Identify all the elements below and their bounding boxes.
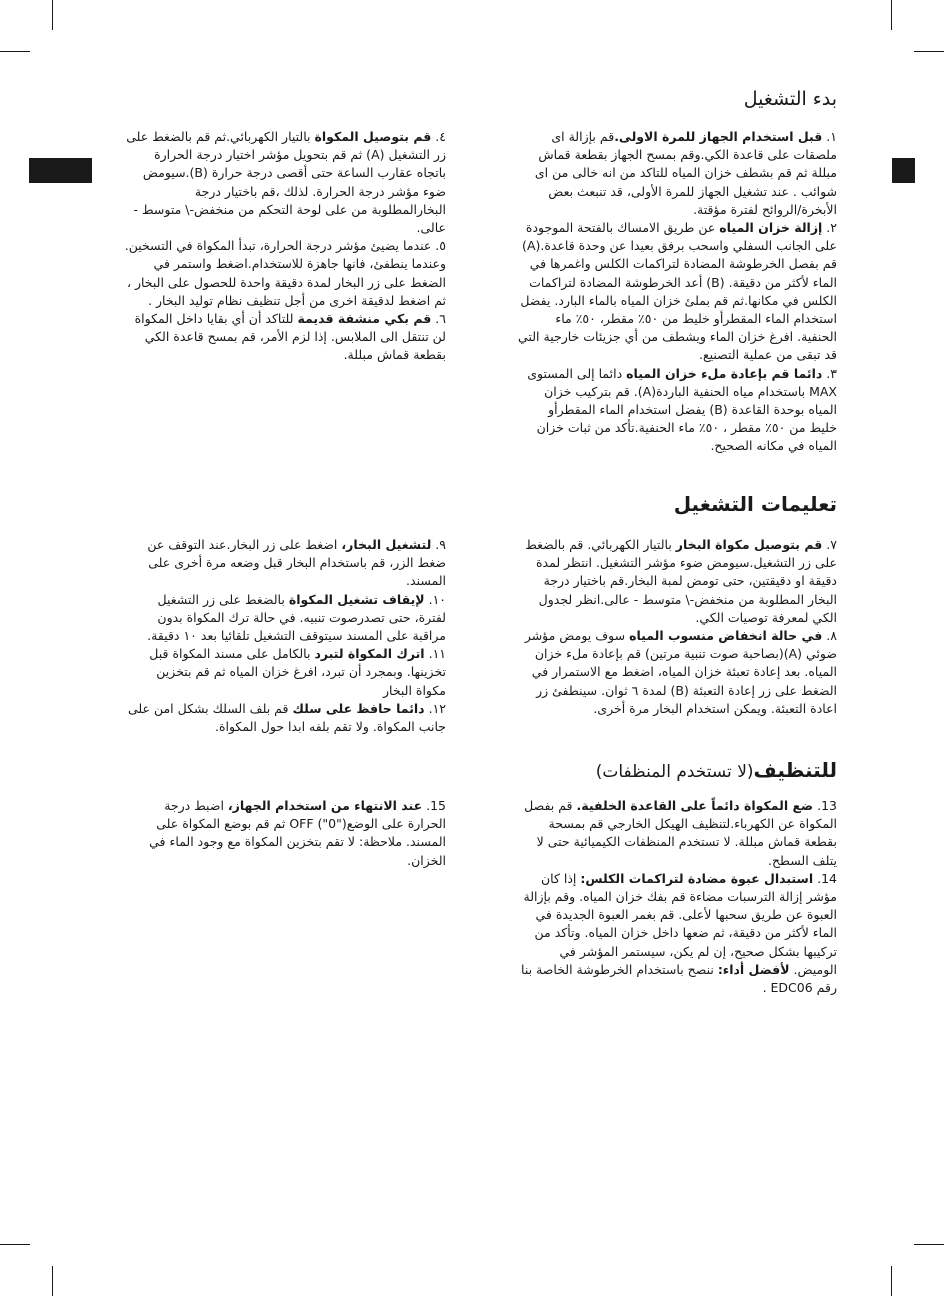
cleaning-right-column	[517, 797, 837, 997]
item-lead: دائما حافظ على سلك	[292, 700, 425, 716]
item-number: ٥.	[435, 238, 446, 254]
list-item	[124, 128, 446, 237]
item-lead: ضع المكواة دائماً على القاعدة الخلفية.	[576, 798, 814, 813]
item-number: ٤.	[435, 129, 446, 144]
section-title-start: بدء التشغيل	[743, 88, 837, 110]
start-left-column	[124, 128, 446, 365]
crop-mark	[52, 0, 53, 30]
list-item	[124, 700, 446, 736]
item-text: للتاكد أن أي بقايا داخل المكواة لن تنتقل الى الملابس. إذا لزم الأمر، قم بمسح قاعدة الكي بقطعة قماش مبللة.	[134, 311, 446, 363]
item-text: قم بإزالة اى ملصقات على قاعدة الكي.وقم بمسح الجهاز بقطعة قماش مبللة ثم قم بشطف خزان المياه للتاكد من انه خالى من اى شوائب . عند تشغيل الجهاز للمرة الأولى، قد تنبعث بعض الأبخرة/الروائح لفترة مؤقتة.	[534, 129, 837, 217]
crop-mark	[0, 51, 30, 52]
list-item	[124, 536, 446, 591]
item-lead: في حالة انخفاض منسوب المياه	[629, 628, 823, 644]
item-lead: قبل استخدام الجهاز للمرة الاولى.	[614, 129, 823, 144]
item-lead: قم بكي منشفة قديمة	[297, 311, 432, 327]
list-item	[124, 591, 446, 646]
crop-mark	[891, 1266, 892, 1296]
list-item	[124, 237, 446, 310]
item-lead: لإيقاف تشغيل المكواة	[288, 591, 425, 607]
item-lead: دائما قم بإعادة ملء خزان المياه	[626, 365, 823, 381]
crop-mark	[891, 0, 892, 30]
item-text: سوف يومض مؤشر ضوئي (A)(بصاحبة صوت تنبية مرتين) قم بإعادة ملء خزان المياه. بعد إعادة تعبئة خزان المياه، اضغط مع الاستمرار في الضغط على زر إعادة التعبئة (B) لمدة ٦ ثوان. سينطفئ زر اعادة التعبئة. ويمكن استخدام البخار مرة أخرى.	[524, 628, 837, 716]
crop-mark	[914, 51, 944, 52]
item-text: عندما يضيئ مؤشر درجة الحرارة، تبدأ المكواة في التسخين. وعندما ينطفئ، فانها جاهزة للاستخدام.اضغط واستمر في الضغط على زر البخار لمدة دقيقة واحدة للحصول على البخار ، ثم اضغط لدقيقة اخرى من أجل تنظيف نظام توليد البخار .	[124, 238, 446, 308]
item-text: بالتيار الكهربائي.ثم قم بالضغط على زر التشغيل (A) ثم قم بتحويل مؤشر اختيار درجة الحرارة باتجاه عقارب الساعة حتى أقصى درجة حرارة (B).سيومض ضوء مؤشر درجة الحرارة. لذلك ،قم باختيار درجة البخارالمطلوبة من على لوحة التحكم من منخفض-\ متوسط - عالى.	[126, 129, 446, 236]
instructions-left-column	[124, 536, 446, 736]
left-thumb-tab	[29, 158, 92, 183]
right-thumb-tab	[892, 158, 915, 183]
item-number: ٦.	[435, 311, 446, 327]
item-number: 15.	[426, 798, 446, 813]
item-lead: استبدال عبوة مضادة لتراكمات الكلس:	[580, 870, 814, 886]
item-number: ٧.	[826, 537, 837, 552]
list-item	[517, 797, 837, 870]
crop-mark	[52, 1266, 53, 1296]
start-right-column	[517, 128, 837, 456]
item-text: إذا كان مؤشر إزالة الترسبات مضاءة قم بفك خزان المياه. وقم بإزالة العبوة عن طريق سحبها لأعلى. قم بغمر العبوة الجديدة في الماء لأكثر من دقيقة، ثم ضعها داخل خزان المياه. وتأكد من تركيبها بشكل صحيح، إن لم يكن، سيستمر المؤشر في الوميض.	[523, 870, 837, 977]
item-number: 14.	[817, 870, 837, 886]
item-number: ١٠.	[428, 591, 446, 607]
list-item	[517, 128, 837, 219]
list-item	[517, 219, 837, 365]
section-title-instructions: تعليمات التشغيل	[673, 492, 837, 516]
item-text: قم بفصل المكواة عن الكهرباء.لتنظيف الهيكل الخارجي قم بمسحة بقطعة قماش مبللة. لا تستخدم المنظفات الكيميائية حتى لا يتلف السطح.	[524, 798, 837, 868]
list-item	[124, 797, 446, 870]
item-text: اضغط على زر البخار.عند التوقف عن ضغط الزر، قم باستخدام البخار قبل وضعه مرة أخرى على المسند.	[147, 537, 446, 589]
item-text: عن طريق الامساك بالفتحة الموجودة على الجانب السفلي واسحب برفق بعيدا عن وحدة قاعدة.(A) قم بفصل الخرطوشة المضادة لتراكمات الكلس واغمرها في الماء لأكثر من دقيقة. (B) أعد الخرطوشة المضادة لتراكمات الكلس في مكانها.ثم قم بملئ خزان المياه بالماء البارد. يفضل استخدام الماء المقطرأو خليط من ٥٠٪ مقطر، ٥٠٪ ماء الحنفية. افرغ خزان الماء ويشطف من أي جزيئات خارجية التي قد تبقى من عملية التصنيع.	[518, 220, 837, 363]
item-lead: عند الانتهاء من استخدام الجهاز،	[227, 798, 423, 813]
item-lead: لتشغيل البخار،	[341, 537, 432, 552]
item-number: 13.	[817, 798, 837, 813]
item-number: ٨.	[826, 628, 837, 644]
list-item	[517, 365, 837, 456]
cleaning-title-main: للتنظيف	[753, 758, 837, 782]
list-item	[124, 645, 446, 700]
item-lead: قم بتوصيل المكواة	[314, 129, 432, 144]
instructions-right-column	[517, 536, 837, 718]
list-item	[124, 310, 446, 365]
item-number: ١١.	[428, 646, 446, 662]
item-text: بالضغط على زر التشغيل لفترة، حتى تصدرصوت تنبيه. في حالة ترك المكواة بدون مراقبة على المسند سيتوقف التشغيل تلقائيا بعد ١٠ دقيقة.	[147, 591, 446, 644]
item-number: ١٢.	[428, 700, 446, 716]
item-number: ٩.	[435, 537, 446, 552]
crop-mark	[914, 1244, 944, 1245]
list-item	[517, 627, 837, 718]
item-text: دائما إلى المستوى MAX باستخدام مياه الحنفية الباردة(A). قم بتركيب خزان المياه بوحدة القاعدة (B) يفضل استخدام الماء المقطرأو خليط من ٥٠٪ مقطر ، ٥٠٪ ماء الحنفية.تأكد من ثبات خزان المياه في مكانه الصحيح.	[527, 365, 837, 454]
item-lead: قم بتوصيل مكواة البخار	[675, 537, 823, 552]
item-lead: اترك المكواة لتبرد	[314, 646, 425, 662]
item-number: ١.	[826, 129, 837, 144]
cleaning-title-note: (لا تستخدم المنظفات)	[595, 762, 754, 782]
item-text: اضبط درجة الحرارة على الوضع("0") OFF ثم قم بوضع المكواة على المسند. ملاحظة: لا تقم بتخزين المكواة مع وجود الماء في الخزان.	[149, 798, 446, 868]
item-text: بالكامل على مسند المكواة قبل تخزينها. وبمجرد أن تبرد، افرغ خزان المياه ثم قم بتخزين مكواة البخار	[149, 646, 446, 698]
list-item	[517, 536, 837, 627]
item-text-2: ننصح باستخدام الخرطوشة الخاصة بنا رقم EDC06 .	[521, 961, 837, 996]
item-number: ٢.	[826, 220, 837, 236]
item-lead-2: لأفضل أداء:	[717, 961, 790, 977]
crop-mark	[0, 1244, 30, 1245]
item-number: ٣.	[826, 365, 837, 381]
item-lead: إزالة خزان المياه	[719, 220, 823, 236]
item-text: قم بلف السلك بشكل امن على جانب المكواة. ولا تقم بلفه ابدا حول المكواة.	[127, 700, 446, 735]
section-title-cleaning	[596, 758, 837, 782]
item-text: بالتيار الكهربائي. قم بالضغط على زر التشغيل.سيومض ضوء مؤشر التشغيل. انتظر لمدة دقيقة او دقيقتين، حتى تومض لمبة البخار.قم باختيار درجة البخار المطلوبة من منخفض-\ متوسط - عالى.انظر لجدول الكي لمعرفة توصيات الكي.	[525, 537, 837, 625]
list-item	[517, 870, 837, 997]
cleaning-left-column	[124, 797, 446, 870]
